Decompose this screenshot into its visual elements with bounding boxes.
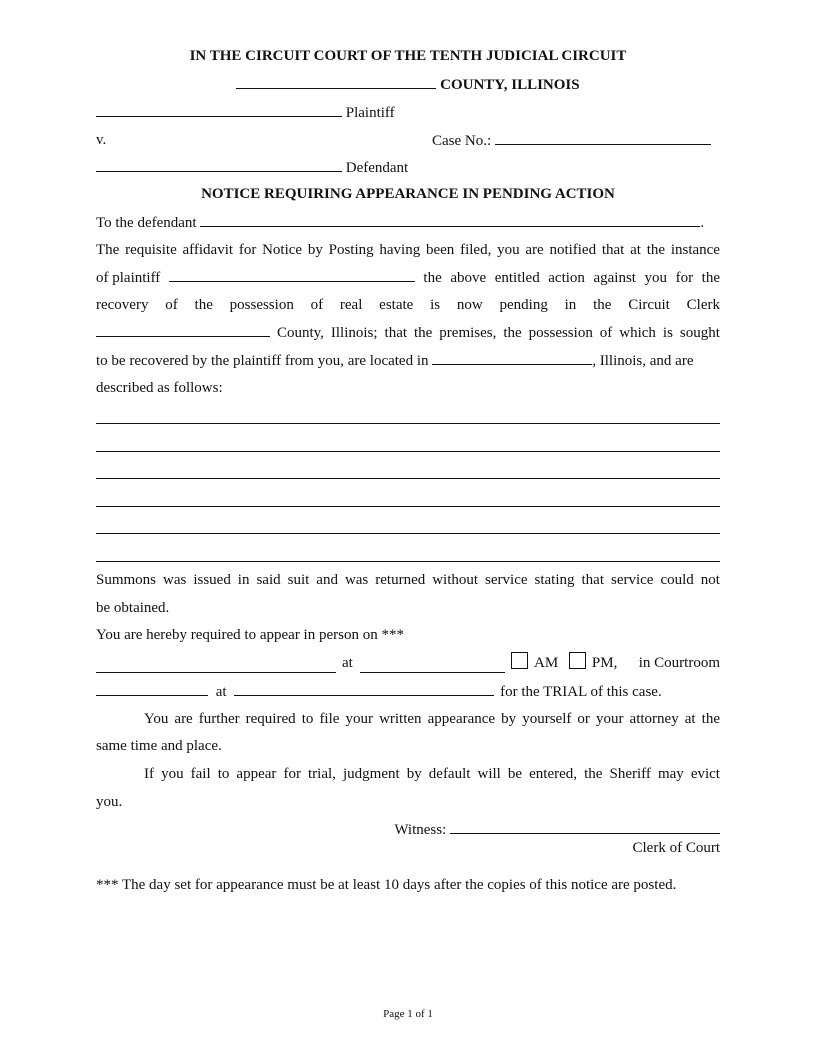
footnote: *** The day set for appearance must be at least 10 days after the copies of this notice are posted. (96, 877, 677, 893)
defendant-label: Defendant (345, 160, 409, 176)
description-line-6[interactable] (96, 561, 720, 562)
plaintiff-instance-blank[interactable] (169, 264, 415, 282)
courthouse-address-blank[interactable] (234, 678, 494, 696)
premises-location-blank[interactable] (432, 347, 592, 365)
court-heading: IN THE CIRCUIT COURT OF THE TENTH JUDICIAL CIRCUIT (189, 48, 627, 64)
pm-label: PM, (591, 655, 618, 671)
plaintiff-row (96, 99, 720, 126)
county-heading (96, 71, 720, 98)
plaintiff-name-blank[interactable] (96, 99, 342, 117)
circuit-clerk-county-blank[interactable] (96, 319, 270, 337)
fail-line-1: If you fail to appear for trial, judgment by default will be entered, the Sheriff may evict (144, 766, 720, 782)
fail-line-2: you. (96, 794, 123, 810)
versus-row (96, 127, 720, 154)
plaintiff-label: Plaintiff (345, 105, 395, 121)
case-number-blank[interactable] (495, 127, 711, 145)
county-blank[interactable] (236, 71, 436, 89)
am-checkbox[interactable] (511, 652, 528, 669)
affidavit-line-1: The requisite affidavit for Notice by Posting having been filed, you are notified that at the instance (96, 242, 720, 258)
appear-in-person-line: You are hereby required to appear in person on *** (96, 627, 404, 643)
description-line-4[interactable] (96, 506, 720, 507)
description-line-2[interactable] (96, 451, 720, 452)
clerk-of-court-label: Clerk of Court (632, 840, 720, 856)
defendant-name-blank[interactable] (96, 154, 342, 172)
witness-label: Witness: (394, 822, 447, 838)
summons-line-1: Summons was issued in said suit and was returned without service stating that service could not (96, 572, 720, 588)
courtroom-number-blank[interactable] (96, 678, 208, 696)
versus-label: v. (96, 132, 107, 148)
description-line-5[interactable] (96, 533, 720, 534)
trial-label: for the TRIAL of this case. (500, 684, 662, 700)
am-label: AM (534, 655, 559, 671)
further-line-2: same time and place. (96, 738, 222, 754)
to-defendant-row: To the defendant . (96, 209, 720, 236)
description-line-1[interactable] (96, 423, 720, 424)
page-number: Page 1 of 1 (383, 1008, 433, 1020)
case-number-label: Case No.: (432, 133, 492, 149)
at-label-2: at (215, 684, 227, 700)
appearance-datetime-row (96, 650, 720, 677)
description-line-3[interactable] (96, 478, 720, 479)
to-defendant-blank[interactable] (200, 209, 700, 227)
witness-signature-blank[interactable] (450, 816, 720, 834)
to-defendant-label: To the defendant (96, 215, 197, 231)
pm-checkbox[interactable] (569, 652, 586, 669)
at-label-1: at (342, 655, 353, 671)
appearance-time-blank[interactable] (360, 655, 505, 673)
in-courtroom-label: in Courtroom (638, 655, 720, 671)
affidavit-line-3: recovery of the possession of real estate is now pending in the Circuit Clerk (96, 297, 720, 313)
appearance-date-blank[interactable] (96, 655, 336, 673)
summons-line-2: be obtained. (96, 600, 170, 616)
affidavit-line-5: to be recovered by the plaintiff from you, are located in , Illinois, and are (96, 347, 720, 374)
defendant-row (96, 154, 720, 181)
affidavit-line-4: County, Illinois; that the premises, the possession of which is sought (96, 319, 720, 346)
further-line-1: You are further required to file your written appearance by yourself or your attorney at the (144, 711, 720, 727)
affidavit-line-6: described as follows: (96, 380, 223, 396)
affidavit-line-2: of plaintiff the above entitled action against you for the (96, 264, 720, 291)
notice-title: NOTICE REQUIRING APPEARANCE IN PENDING ACTION (201, 186, 615, 202)
courtroom-location-row (96, 678, 720, 705)
county-state-label: COUNTY, ILLINOIS (440, 77, 580, 93)
document-page (96, 0, 720, 1056)
